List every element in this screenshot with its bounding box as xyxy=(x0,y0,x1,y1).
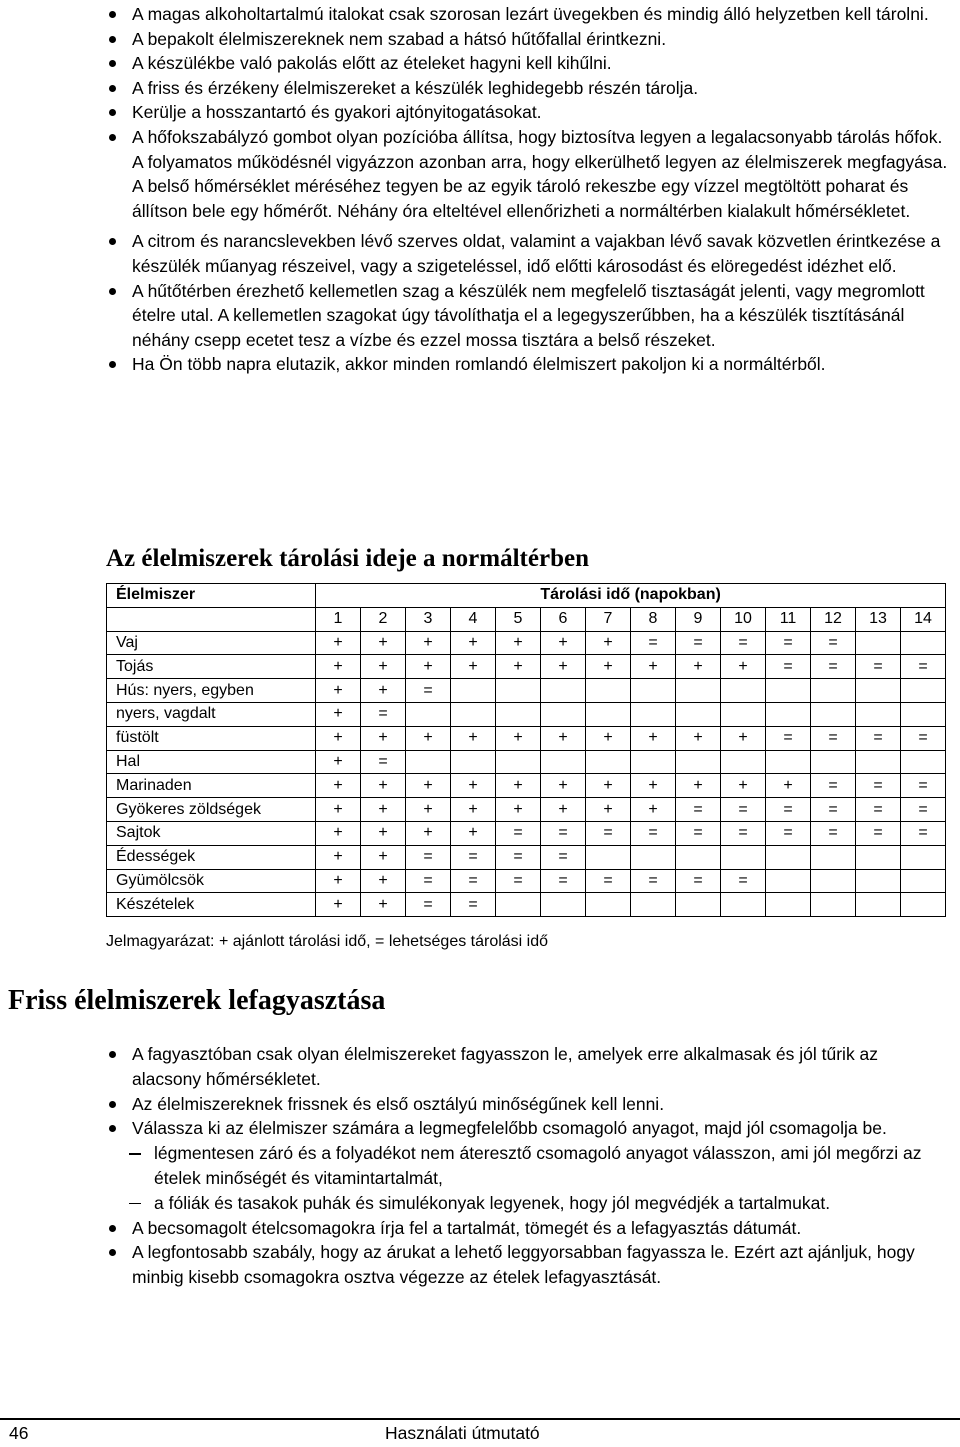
list-item: A bepakolt élelmiszereknek nem szabad a hátsó hűtőfallal érintkezni. xyxy=(106,27,951,52)
table-cell xyxy=(676,750,721,774)
table-cell xyxy=(631,845,676,869)
sub-list-item: a fóliák és tasakok puhák és simulékonyak legyenek, hogy jól megvédjék a tartalmukat. xyxy=(106,1191,951,1216)
table-cell: + xyxy=(586,726,631,750)
table-cell: + xyxy=(451,821,496,845)
food-name: Marinaden xyxy=(107,774,316,798)
table-cell: + xyxy=(496,726,541,750)
table-cell xyxy=(406,750,451,774)
table-cell: + xyxy=(676,726,721,750)
storage-tips-list xyxy=(106,2,951,377)
table-cell: = xyxy=(856,726,901,750)
day-header: 1 xyxy=(316,607,361,631)
table-cell: = xyxy=(676,869,721,893)
table-cell: = xyxy=(496,821,541,845)
table-cell xyxy=(901,750,946,774)
table-cell xyxy=(541,679,586,703)
table-cell: = xyxy=(586,821,631,845)
table-legend: Jelmagyarázat: + ajánlott tárolási idő, = lehetséges tárolási idő xyxy=(106,933,549,950)
table-cell xyxy=(541,750,586,774)
table-cell xyxy=(766,750,811,774)
table-days-row xyxy=(107,607,946,631)
table-cell xyxy=(766,702,811,726)
table-cell: = xyxy=(766,821,811,845)
table-row xyxy=(107,679,946,703)
day-header: 2 xyxy=(361,607,406,631)
table-cell: + xyxy=(766,774,811,798)
table-cell: = xyxy=(811,774,856,798)
table-cell: + xyxy=(406,631,451,655)
column-header-food: Élelmiszer xyxy=(107,584,316,608)
table-cell: = xyxy=(541,845,586,869)
table-cell xyxy=(496,893,541,917)
table-cell xyxy=(811,750,856,774)
table-cell: + xyxy=(316,750,361,774)
table-cell xyxy=(496,702,541,726)
table-cell xyxy=(721,750,766,774)
table-cell: + xyxy=(451,726,496,750)
table-row xyxy=(107,821,946,845)
table-cell xyxy=(901,631,946,655)
table-cell xyxy=(496,679,541,703)
table-cell: + xyxy=(316,893,361,917)
food-name: Hal xyxy=(107,750,316,774)
freezing-tips-list xyxy=(106,1042,951,1290)
table-cell: + xyxy=(586,655,631,679)
table-cell xyxy=(811,845,856,869)
table-cell: + xyxy=(361,631,406,655)
food-name: füstölt xyxy=(107,726,316,750)
table-cell: = xyxy=(406,869,451,893)
table-cell xyxy=(676,845,721,869)
table-cell xyxy=(676,679,721,703)
table-row xyxy=(107,655,946,679)
list-item: A legfontosabb szabály, hogy az árukat a lehető leggyorsabban fagyassza le. Ezért azt ajánljuk, hogy minbig kisebb csomagokra osztva végezze az ételek lefagyasztását. xyxy=(106,1240,951,1290)
table-cell xyxy=(586,893,631,917)
table-cell xyxy=(451,702,496,726)
table-cell: + xyxy=(316,702,361,726)
food-name: Gyümölcsök xyxy=(107,869,316,893)
table-cell: = xyxy=(676,821,721,845)
table-cell: = xyxy=(766,798,811,822)
table-cell xyxy=(856,631,901,655)
table-cell: = xyxy=(901,798,946,822)
table-cell: = xyxy=(496,845,541,869)
table-cell xyxy=(676,702,721,726)
food-name: Sajtok xyxy=(107,821,316,845)
table-cell: + xyxy=(361,774,406,798)
table-cell: + xyxy=(586,631,631,655)
table-cell xyxy=(721,679,766,703)
table-cell: + xyxy=(361,726,406,750)
day-header: 13 xyxy=(856,607,901,631)
table-cell xyxy=(856,845,901,869)
list-item: A hőfokszabályzó gombot olyan pozícióba állítsa, hogy biztosítva legyen a legalacsonyabb tárolás hőfok. A folyamatos működésnél vigyázzon azonban arra, hogy elkerülhető legyen az élelmiszerek megfagyása. A belső hőmérséklet méréséhez tegyen be az egyik tároló rekeszbe egy vízzel megtöltött poharat és állítson bele egy hőmérőt. Néhány óra elteltével ellenőrizheti a normáltérben kialakult hőmérsékletet. xyxy=(106,125,951,223)
table-cell xyxy=(406,702,451,726)
table-cell xyxy=(856,869,901,893)
food-name: Készételek xyxy=(107,893,316,917)
page-number: 46 xyxy=(9,1423,29,1443)
table-cell: = xyxy=(856,655,901,679)
table-cell: = xyxy=(901,726,946,750)
table-cell: = xyxy=(811,821,856,845)
table-cell: = xyxy=(676,798,721,822)
table-row xyxy=(107,750,946,774)
table-cell: + xyxy=(631,798,676,822)
table-cell: + xyxy=(721,726,766,750)
table-cell xyxy=(901,845,946,869)
day-header: 11 xyxy=(766,607,811,631)
table-cell xyxy=(451,750,496,774)
table-cell: + xyxy=(361,821,406,845)
day-header: 7 xyxy=(586,607,631,631)
table-cell xyxy=(586,702,631,726)
table-cell: = xyxy=(586,869,631,893)
table-row xyxy=(107,869,946,893)
table-cell xyxy=(856,702,901,726)
table-cell: = xyxy=(811,798,856,822)
table-cell: + xyxy=(451,774,496,798)
table-cell xyxy=(631,702,676,726)
table-cell: + xyxy=(586,774,631,798)
table-cell: = xyxy=(541,821,586,845)
list-item: A citrom és narancslevekben lévő szerves oldat, valamint a vajakban lévő savak közvetlen érintkezése a készülék műanyag részeivel, vagy a szigeteléssel, idő előtti károsodást és elöregedést idézhet elő. xyxy=(106,229,951,278)
table-cell: = xyxy=(901,774,946,798)
table-cell: + xyxy=(316,631,361,655)
table-cell: + xyxy=(361,679,406,703)
table-cell xyxy=(811,702,856,726)
day-header: 14 xyxy=(901,607,946,631)
table-cell xyxy=(586,679,631,703)
table-cell xyxy=(811,869,856,893)
table-title: Az élelmiszerek tárolási ideje a normáltérben xyxy=(106,545,589,572)
table-cell: = xyxy=(856,798,901,822)
list-item: Válassza ki az élelmiszer számára a legmegfelelőbb csomagoló anyagot, majd jól csomagolja be. xyxy=(106,1116,951,1141)
table-row xyxy=(107,798,946,822)
list-item: Kerülje a hosszantartó és gyakori ajtónyitogatásokat. xyxy=(106,100,951,125)
day-header: 4 xyxy=(451,607,496,631)
page-footer xyxy=(0,1418,960,1447)
table-row xyxy=(107,893,946,917)
table-cell: + xyxy=(586,798,631,822)
table-cell xyxy=(676,893,721,917)
table-cell xyxy=(901,679,946,703)
table-cell: = xyxy=(901,821,946,845)
table-cell: + xyxy=(496,774,541,798)
table-cell: + xyxy=(406,655,451,679)
table-cell: = xyxy=(361,702,406,726)
table-cell xyxy=(541,702,586,726)
table-cell: + xyxy=(721,774,766,798)
table-cell: = xyxy=(721,869,766,893)
table-cell: + xyxy=(361,845,406,869)
table-cell: + xyxy=(316,821,361,845)
table-cell xyxy=(856,893,901,917)
table-cell: = xyxy=(901,655,946,679)
food-name: nyers, vagdalt xyxy=(107,702,316,726)
food-name: Hús: nyers, egyben xyxy=(107,679,316,703)
table-cell xyxy=(496,750,541,774)
table-cell xyxy=(541,893,586,917)
table-cell: + xyxy=(631,774,676,798)
table-cell: = xyxy=(766,655,811,679)
table-cell: = xyxy=(406,845,451,869)
table-cell: + xyxy=(451,798,496,822)
table-header-row xyxy=(107,584,946,608)
day-header: 12 xyxy=(811,607,856,631)
table-cell: = xyxy=(406,893,451,917)
food-name: Tojás xyxy=(107,655,316,679)
table-cell xyxy=(631,679,676,703)
list-item: Az élelmiszereknek frissnek és első osztályú minőségűnek kell lenni. xyxy=(106,1092,951,1117)
table-cell: = xyxy=(721,798,766,822)
table-cell: = xyxy=(721,821,766,845)
table-cell xyxy=(766,679,811,703)
table-cell: = xyxy=(721,631,766,655)
table-cell: = xyxy=(541,869,586,893)
table-cell: = xyxy=(811,726,856,750)
table-cell: = xyxy=(631,869,676,893)
table-cell xyxy=(901,702,946,726)
table-cell: + xyxy=(361,655,406,679)
table-cell: = xyxy=(451,869,496,893)
day-header: 3 xyxy=(406,607,451,631)
table-cell xyxy=(811,679,856,703)
list-item: A friss és érzékeny élelmiszereket a készülék leghidegebb részén tárolja. xyxy=(106,76,951,101)
table-cell: + xyxy=(361,893,406,917)
table-cell xyxy=(856,679,901,703)
table-cell: = xyxy=(451,893,496,917)
table-cell: + xyxy=(406,774,451,798)
table-cell: + xyxy=(316,774,361,798)
table-cell: + xyxy=(316,798,361,822)
table-cell: + xyxy=(541,774,586,798)
table-cell: = xyxy=(631,631,676,655)
table-cell xyxy=(766,869,811,893)
table-row xyxy=(107,845,946,869)
table-cell: + xyxy=(631,655,676,679)
table-cell xyxy=(811,893,856,917)
table-cell: = xyxy=(811,631,856,655)
table-cell xyxy=(451,679,496,703)
table-cell: = xyxy=(496,869,541,893)
table-cell: + xyxy=(451,655,496,679)
table-cell: = xyxy=(676,631,721,655)
day-header: 8 xyxy=(631,607,676,631)
table-cell: = xyxy=(766,726,811,750)
table-cell: + xyxy=(451,631,496,655)
table-cell xyxy=(901,893,946,917)
sub-list-item: légmentesen záró és a folyadékot nem áteresztő csomagoló anyagot válasszon, ami jól megőrzi az ételek minőségét és vitamintartalmát, xyxy=(106,1141,951,1191)
food-name: Édességek xyxy=(107,845,316,869)
column-header-storage: Tárolási idő (napokban) xyxy=(316,584,946,608)
table-cell: = xyxy=(766,631,811,655)
table-cell xyxy=(856,750,901,774)
day-header: 6 xyxy=(541,607,586,631)
table-cell xyxy=(766,845,811,869)
table-cell: + xyxy=(631,726,676,750)
footer-title: Használati útmutató xyxy=(385,1423,540,1443)
table-row xyxy=(107,631,946,655)
table-cell: + xyxy=(316,679,361,703)
table-cell: + xyxy=(541,726,586,750)
list-item: A magas alkoholtartalmú italokat csak szorosan lezárt üvegekben és mindig álló helyzetben kell tárolni. xyxy=(106,2,951,27)
table-cell: + xyxy=(361,798,406,822)
table-cell: + xyxy=(541,631,586,655)
table-cell xyxy=(721,702,766,726)
table-cell xyxy=(107,607,316,631)
section-title: Friss élelmiszerek lefagyasztása xyxy=(8,985,386,1016)
list-item: A becsomagolt ételcsomagokra írja fel a tartalmát, tömegét és a lefagyasztás dátumát. xyxy=(106,1216,951,1241)
list-item: A készülékbe való pakolás előtt az ételeket hagyni kell kihűlni. xyxy=(106,51,951,76)
table-cell: = xyxy=(361,750,406,774)
food-name: Vaj xyxy=(107,631,316,655)
table-cell: + xyxy=(496,655,541,679)
table-cell: + xyxy=(361,869,406,893)
table-cell xyxy=(631,750,676,774)
table-cell: = xyxy=(811,655,856,679)
table-cell xyxy=(721,893,766,917)
table-cell xyxy=(631,893,676,917)
table-cell xyxy=(901,869,946,893)
table-cell: = xyxy=(856,821,901,845)
table-row xyxy=(107,774,946,798)
table-cell: + xyxy=(496,631,541,655)
day-header: 5 xyxy=(496,607,541,631)
table-row xyxy=(107,726,946,750)
food-name: Gyökeres zöldségek xyxy=(107,798,316,822)
table-cell xyxy=(766,893,811,917)
table-cell xyxy=(586,750,631,774)
table-cell: + xyxy=(541,655,586,679)
table-cell: = xyxy=(451,845,496,869)
table-cell: + xyxy=(406,726,451,750)
list-item: A fagyasztóban csak olyan élelmiszereket fagyasszon le, amelyek erre alkalmasak és jól tűrik az alacsony hőmérsékletet. xyxy=(106,1042,951,1092)
table-cell: + xyxy=(496,798,541,822)
table-cell: + xyxy=(316,726,361,750)
table-cell: + xyxy=(406,821,451,845)
table-cell: + xyxy=(316,655,361,679)
table-row xyxy=(107,702,946,726)
table-cell: + xyxy=(316,869,361,893)
table-cell: + xyxy=(406,798,451,822)
table-cell: + xyxy=(316,845,361,869)
list-item: A hűtőtérben érezhető kellemetlen szag a készülék nem megfelelő tisztaságát jelenti, vagy megromlott ételre utal. A kellemetlen szagokat úgy távolíthatja el a legegyszerűbben, ha a készülék tisztításánál néhány csepp ecetet tesz a vízbe és ezzel mossa tisztára a belső részeket. xyxy=(106,279,951,353)
table-cell: = xyxy=(406,679,451,703)
table-cell xyxy=(721,845,766,869)
list-item: Ha Ön több napra elutazik, akkor minden romlandó élelmiszert pakoljon ki a normáltérből. xyxy=(106,352,951,377)
table-cell: + xyxy=(721,655,766,679)
day-header: 10 xyxy=(721,607,766,631)
table-cell: + xyxy=(676,774,721,798)
table-cell: = xyxy=(631,821,676,845)
day-header: 9 xyxy=(676,607,721,631)
table-cell: + xyxy=(676,655,721,679)
table-cell: = xyxy=(856,774,901,798)
table-cell: + xyxy=(541,798,586,822)
storage-time-table xyxy=(106,583,946,917)
table-cell xyxy=(586,845,631,869)
